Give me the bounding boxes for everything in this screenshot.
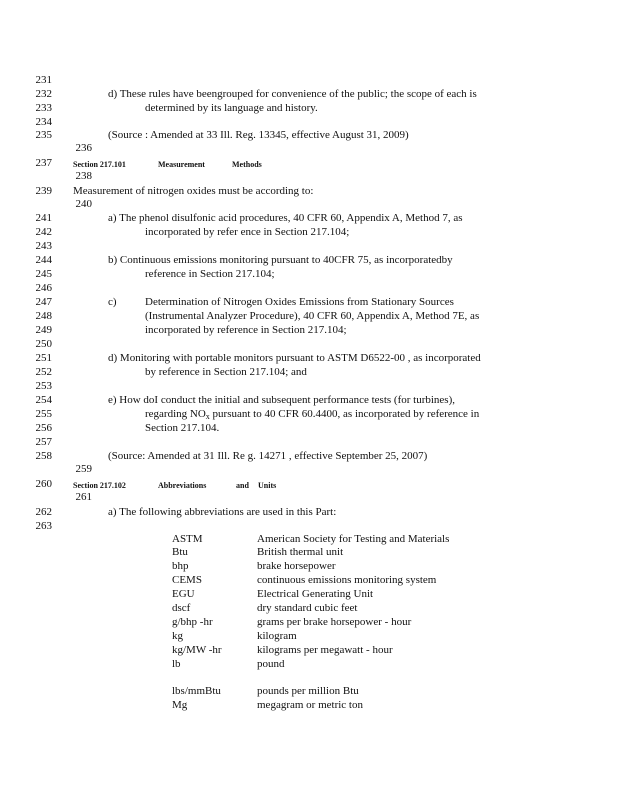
abbr-term: bhp: [172, 560, 189, 572]
abbr-term: Btu: [172, 546, 188, 558]
line-number: 249: [35, 324, 52, 336]
abbr-term: CEMS: [172, 574, 202, 586]
line-number: 246: [35, 282, 52, 294]
line-number: 232: [35, 88, 52, 100]
rule-text: a) The following abbreviations are used in this Part:: [108, 506, 337, 518]
abbr-meaning: megagram or metric ton: [257, 699, 363, 711]
line-number: 244: [35, 254, 52, 266]
line-number: 260: [35, 478, 52, 490]
source-note: (Source : Amended at 33 Ill. Reg. 13345, effective August 31, 2009): [108, 129, 409, 141]
line-number: 247: [35, 296, 52, 308]
line-number: 233: [35, 102, 52, 114]
line-number: 236: [75, 142, 92, 154]
rule-text: c): [108, 296, 117, 308]
abbr-meaning: pounds per million Btu: [257, 685, 359, 697]
abbr-meaning: continuous emissions monitoring system: [257, 574, 437, 586]
abbr-term: Mg: [172, 699, 188, 711]
abbr-term: lb: [172, 658, 181, 670]
abbr-meaning: grams per brake horsepower - hour: [257, 616, 412, 628]
rule-text: reference in Section 217.104;: [145, 268, 275, 280]
rule-text: Determination of Nitrogen Oxides Emissions from Stationary Sources: [145, 296, 454, 308]
rule-text: e) How doI conduct the initial and subsequent performance tests (for turbines),: [108, 394, 456, 406]
rule-text: a) The phenol disulfonic acid procedures, 40 CFR 60, Appendix A, Method 7, as: [108, 212, 463, 224]
rule-text-part: regarding NO: [145, 408, 206, 420]
line-number: 255: [35, 408, 52, 420]
rule-text-part: pursuant to 40 CFR 60.4400, as incorporated by reference in: [209, 408, 480, 420]
rule-text: Measurement of nitrogen oxides must be according to:: [73, 185, 314, 197]
line-number: 258: [35, 450, 52, 462]
rule-text: determined by its language and history.: [145, 102, 318, 114]
line-number: 257: [35, 436, 52, 448]
subscript: x: [205, 412, 210, 421]
line-number: 237: [35, 157, 52, 169]
line-number: 251: [35, 352, 52, 364]
section-number: Section 217.101: [73, 160, 126, 169]
rule-text: (Instrumental Analyzer Procedure), 40 CFR 60, Appendix A, Method 7E, as: [145, 310, 480, 322]
abbr-term: kg/MW -hr: [172, 644, 222, 656]
line-number: 231: [35, 74, 52, 86]
line-number: 262: [35, 506, 52, 518]
line-number: 240: [75, 198, 92, 210]
line-number: 263: [35, 520, 52, 532]
rule-text: [145, 408, 479, 423]
rule-text: by reference in Section 217.104; and: [145, 366, 307, 378]
rule-text: b) Continuous emissions monitoring pursuant to 40CFR 75, as incorporatedby: [108, 254, 453, 266]
source-note: (Source: Amended at 31 Ill. Re g. 14271 , effective September 25, 2007): [108, 450, 428, 462]
section-number: Section 217.102: [73, 481, 126, 490]
section-title: Measurement: [158, 160, 205, 169]
abbr-meaning: kilogram: [257, 630, 297, 642]
line-number: 239: [35, 185, 52, 197]
line-number: 261: [75, 491, 92, 503]
line-number: 252: [35, 366, 52, 378]
rule-text: incorporated by refer ence in Section 217.104;: [145, 226, 350, 238]
abbr-meaning: kilograms per megawatt - hour: [257, 644, 393, 656]
section-title: Abbreviations: [158, 481, 207, 490]
line-number: 253: [35, 380, 52, 392]
abbr-term: EGU: [172, 588, 195, 600]
abbr-term: g/bhp -hr: [172, 616, 213, 628]
line-number: 259: [75, 463, 92, 475]
section-title: and: [236, 481, 249, 490]
line-number: 256: [35, 422, 52, 434]
abbr-meaning: pound: [257, 658, 285, 670]
line-number: 243: [35, 240, 52, 252]
line-number: 242: [35, 226, 52, 238]
abbr-meaning: brake horsepower: [257, 560, 336, 572]
line-number: 241: [35, 212, 52, 224]
rule-text: d) Monitoring with portable monitors pursuant to ASTM D6522-00 , as incorporated: [108, 352, 481, 364]
abbr-term: dscf: [172, 602, 191, 614]
line-number: 250: [35, 338, 52, 350]
abbr-term: kg: [172, 630, 183, 642]
line-number: 234: [35, 116, 52, 128]
abbr-meaning: Electrical Generating Unit: [257, 588, 374, 600]
line-number: 238: [75, 170, 92, 182]
rule-text: Section 217.104.: [145, 422, 220, 434]
line-number: 245: [35, 268, 52, 280]
abbr-meaning: dry standard cubic feet: [257, 602, 358, 614]
abbr-meaning: British thermal unit: [257, 546, 344, 558]
section-title: Units: [258, 481, 277, 490]
abbr-meaning: American Society for Testing and Materials: [257, 533, 450, 545]
abbr-term: lbs/mmBtu: [172, 685, 221, 697]
line-number: 248: [35, 310, 52, 322]
rule-text: incorporated by reference in Section 217.104;: [145, 324, 347, 336]
line-number: 235: [35, 129, 52, 141]
line-number: 254: [35, 394, 52, 406]
abbr-term: ASTM: [172, 533, 203, 545]
section-title: Methods: [232, 160, 262, 169]
rule-text: d) These rules have beengrouped for convenience of the public; the scope of each is: [108, 88, 477, 100]
